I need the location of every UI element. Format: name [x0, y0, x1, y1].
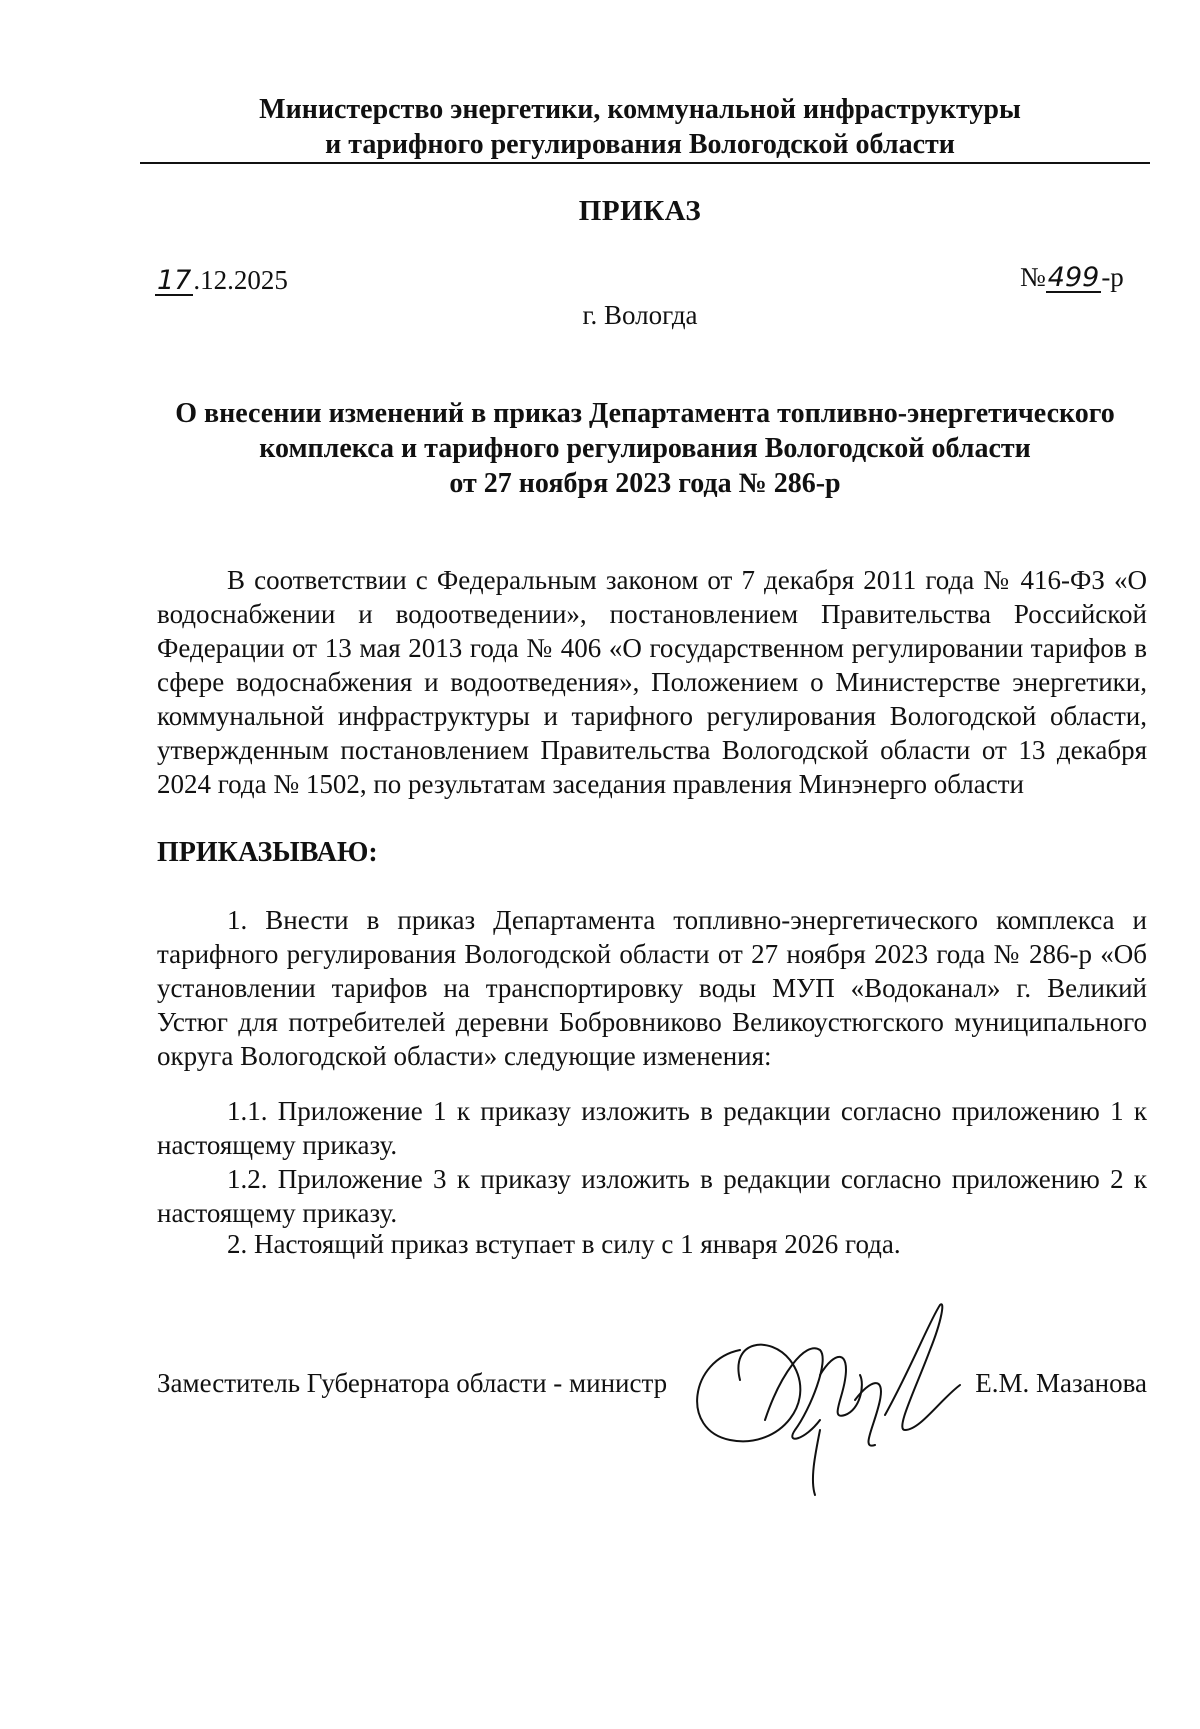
item-2-paragraph: 2. Настоящий приказ вступает в силу с 1 января 2026 года. — [227, 1229, 901, 1259]
document-date — [155, 265, 288, 296]
ministry-header — [140, 92, 1140, 162]
document-type: ПРИКАЗ — [578, 195, 702, 227]
signatory-name: Е.М. Мазанова — [975, 1368, 1147, 1398]
ministry-header-line2: и тарифного регулирования Вологодской области — [325, 129, 955, 160]
signatory-title: Заместитель Губернатора области - министр — [157, 1368, 668, 1398]
handwritten-signature — [670, 1280, 970, 1510]
date-day-handwritten: 17 — [157, 265, 192, 296]
item-1-paragraph — [157, 903, 1147, 1073]
subject-line1: О внесении изменений в приказ Департамента топливно-энергетического — [175, 398, 1115, 429]
document-subject — [140, 396, 1150, 501]
preamble-paragraph — [157, 563, 1147, 801]
item-1-1-text: 1.1. Приложение 1 к приказу изложить в редакции согласно приложению 1 к настоящему приказу. — [157, 1096, 1147, 1160]
order-word: ПРИКАЗЫВАЮ: — [157, 837, 378, 868]
item-1-1-paragraph — [157, 1094, 1147, 1162]
document-number — [1020, 262, 1124, 293]
subject-line3: от 27 ноября 2023 года № 286-р — [449, 468, 841, 499]
subject-line2: комплекса и тарифного регулирования Вологодской области — [259, 433, 1031, 464]
item-1-2-paragraph — [157, 1162, 1147, 1230]
number-handwritten: 499 — [1047, 262, 1100, 293]
item-1-text: 1. Внести в приказ Департамента топливно-энергетического комплекса и тарифного регулирования Вологодской области от 27 ноября 2023 года № 286-р «Об установлении тарифов на транспортировку воды МУП «Водоканал» г. Великий Устюг для потребителей деревни Бобровниково Великоустюгского муниципального округа Вологодской области» следующие изменения: — [157, 905, 1147, 1071]
header-rule — [140, 162, 1150, 164]
city: г. Вологда — [582, 300, 698, 330]
item-1-2-text: 1.2. Приложение 3 к приказу изложить в редакции согласно приложению 2 к настоящему приказу. — [157, 1164, 1147, 1228]
ministry-header-line1: Министерство энергетики, коммунальной инфраструктуры — [259, 94, 1021, 125]
preamble-text: В соответствии с Федеральным законом от 7 декабря 2011 года № 416-ФЗ «О водоснабжении и водоотведении», постановлением Правительства Российской Федерации от 13 мая 2013 года № 406 «О государственном регулировании тарифов в сфере водоснабжения и водоотведения», Положением о Министерстве энергетики, коммунальной инфраструктуры и тарифного регулирования Вологодской области, утвержденным постановлением Правительства Вологодской области от 13 декабря 2024 года № 1502, по результатам заседания правления Минэнерго области — [157, 565, 1147, 799]
date-rest: .12.2025 — [193, 265, 288, 295]
number-suffix: -р — [1101, 262, 1124, 292]
number-prefix: № — [1020, 262, 1046, 292]
